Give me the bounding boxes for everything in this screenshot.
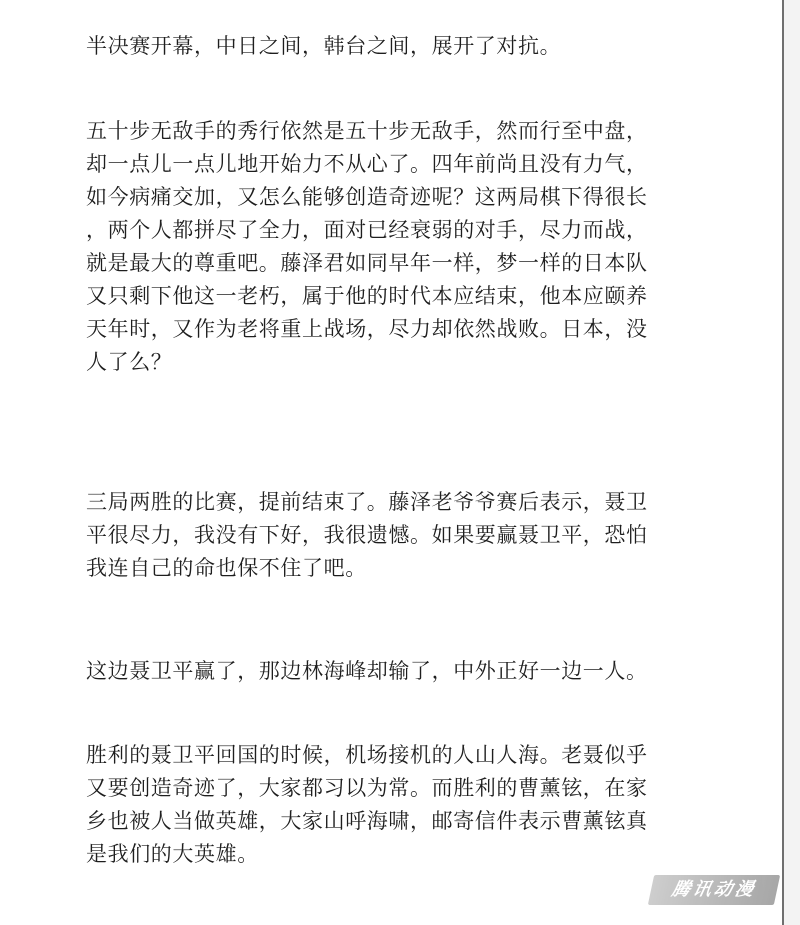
paragraph-1	[86, 30, 561, 63]
text-line: ，两个人都拼尽了全力，面对已经衰弱的对手，尽力而战，	[86, 218, 648, 242]
paragraph-5	[86, 739, 648, 871]
watermark-logo: 腾讯动漫	[648, 875, 780, 905]
text-line: 这边聂卫平赢了，那边林海峰却输了，中外正好一边一人。	[86, 659, 648, 683]
text-line: 天年时，又作为老将重上战场，尽力却依然战败。日本，没	[86, 317, 648, 341]
text-line: 人了么？	[86, 350, 173, 374]
text-line: 乡也被人当做英雄，大家山呼海啸，邮寄信件表示曹薰铉真	[86, 809, 648, 833]
paragraph-4	[86, 655, 648, 688]
text-line: 又要创造奇迹了，大家都习以为常。而胜利的曹薰铉，在家	[86, 776, 648, 800]
text-line: 五十步无敌手的秀行依然是五十步无敌手，然而行至中盘，	[86, 119, 648, 143]
text-line: 又只剩下他这一老朽，属于他的时代本应结束，他本应颐养	[86, 284, 648, 308]
text-line: 如今病痛交加，又怎么能够创造奇迹呢？这两局棋下得很长	[86, 185, 648, 209]
text-line: 胜利的聂卫平回国的时候，机场接机的人山人海。老聂似乎	[86, 743, 648, 767]
text-line: 半决赛开幕，中日之间，韩台之间，展开了对抗。	[86, 34, 562, 58]
text-line: 我连自己的命也保不住了吧。	[86, 556, 367, 580]
text-line: 三局两胜的比赛，提前结束了。藤泽老爷爷赛后表示，聂卫	[86, 490, 648, 514]
paragraph-3	[86, 486, 648, 585]
text-line: 平很尽力，我没有下好，我很遗憾。如果要赢聂卫平，恐怕	[86, 523, 648, 547]
page-margin	[784, 0, 800, 925]
paragraph-2	[86, 115, 648, 379]
text-line: 就是最大的尊重吧。藤泽君如同早年一样，梦一样的日本队	[86, 251, 648, 275]
text-line: 是我们的大英雄。	[86, 842, 259, 866]
text-line: 却一点儿一点儿地开始力不从心了。四年前尚且没有力气，	[86, 152, 648, 176]
